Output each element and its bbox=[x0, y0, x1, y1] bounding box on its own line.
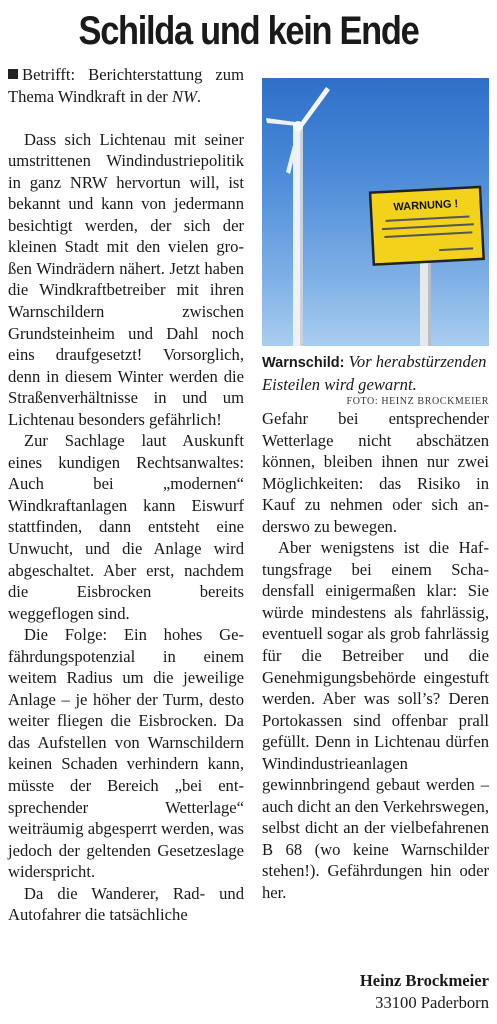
author-signature bbox=[360, 970, 489, 1014]
author-name: Heinz Brockmeier bbox=[359, 971, 489, 990]
betrifft-label: Betrifft: bbox=[22, 65, 76, 84]
headline: Schilda und kein Ende bbox=[78, 9, 419, 53]
paragraph: Dass sich Lichtenau mit seiner umstrittenen Windindustriepolitik in ganz NRW hervortun will, ist bekannt und kann von jedermann besichtigt werden, der sich der kleinen Stadt mit den vielen großen Windrädern nähert. Jetzt haben die Windkraftbetreiber mit ihren Warnschildern zwischen Grundsteinheim und Dahl noch eins draufgesetzt! Vorsorglich, denn in diesem Winter werden die Straßenverhältnisse in und um Lichtenau besonders gefährlich! bbox=[8, 129, 244, 429]
letter-left-column bbox=[8, 64, 244, 926]
paragraph: Gefahr bei entsprechender Wetterlage nicht abschätzen können, bleiben ihnen nur zwei Möglichkeiten: das Risiko in Kauf zu nehmen oder sich anderswo zu bewegen. bbox=[262, 409, 489, 536]
letter-right-column bbox=[262, 408, 489, 904]
betrifft-line bbox=[8, 64, 244, 107]
betrifft-end: . bbox=[196, 86, 202, 106]
caption-text: Vor herabstürzenden Eisteilen wird gewarnt. bbox=[262, 352, 487, 394]
betrifft-text: Berichterstattung zum Thema Windkraft in der bbox=[8, 65, 244, 106]
warning-sign bbox=[370, 187, 484, 265]
photo-caption bbox=[262, 351, 489, 395]
betrifft-source: NW bbox=[172, 86, 197, 106]
paragraph: Zur Sachlage laut Auskunft eines kundigen Rechtsanwaltes: Auch bei „modernen“ Windkraftanlagen kann Eiswurf stattfinden, dann entsteht eine Unwucht, und die Anlage wird abgeschaltet. Aber erst, nachdem die Eisbrocken bereits weggeflogen sind. bbox=[8, 431, 244, 623]
author-city: 33100 Paderborn bbox=[375, 993, 489, 1012]
paragraph: Da die Wanderer, Rad- und Autofahrer die tatsächliche bbox=[8, 883, 244, 925]
paragraph: Die Folge: Ein hohes Gefährdungspotenzial in einem weitem Radius um die jeweilige Anlage – je höher der Turm, desto weiter fliegen die Eisbrocken. Da das Aufstellen von Warnschildern keinen Schaden verhindern kann, müsste der Bereich „bei entsprechender Wetterlage“ weiträumig abgesperrt werden, was jedoch der geltenden Gesetzeslage widerspricht. bbox=[8, 625, 244, 882]
warning-sign-photo bbox=[262, 78, 489, 346]
bullet-square-icon bbox=[8, 69, 18, 79]
photo-credit: FOTO: HEINZ BROCKMEIER bbox=[346, 396, 489, 407]
paragraph: Aber wenigstens ist die Haftungsfrage bei einem Schadensfall einigermaßen klar: Sie würde mindestens als fahrlässig, eventuell sogar als grob fahrlässig für die Betreiber und die Genehmigungsbehörde eingestuft werden. Aber was soll’s? Deren Portokassen sind offenbar prall gefüllt. Denn in Lichtenau dürfen Windindustrieanlagen gewinnbringend gebaut werden – auch dicht an den Verkehrswegen, selbst dicht an der vielbefahrenen B 68 (wo keine Warnschilder stehen!). Gefährdungen hin oder her. bbox=[262, 538, 489, 903]
warning-sign-title: WARNUNG ! bbox=[393, 198, 459, 214]
caption-label: Warnschild: bbox=[262, 355, 345, 371]
wind-turbine-photo-illustration bbox=[262, 78, 489, 346]
